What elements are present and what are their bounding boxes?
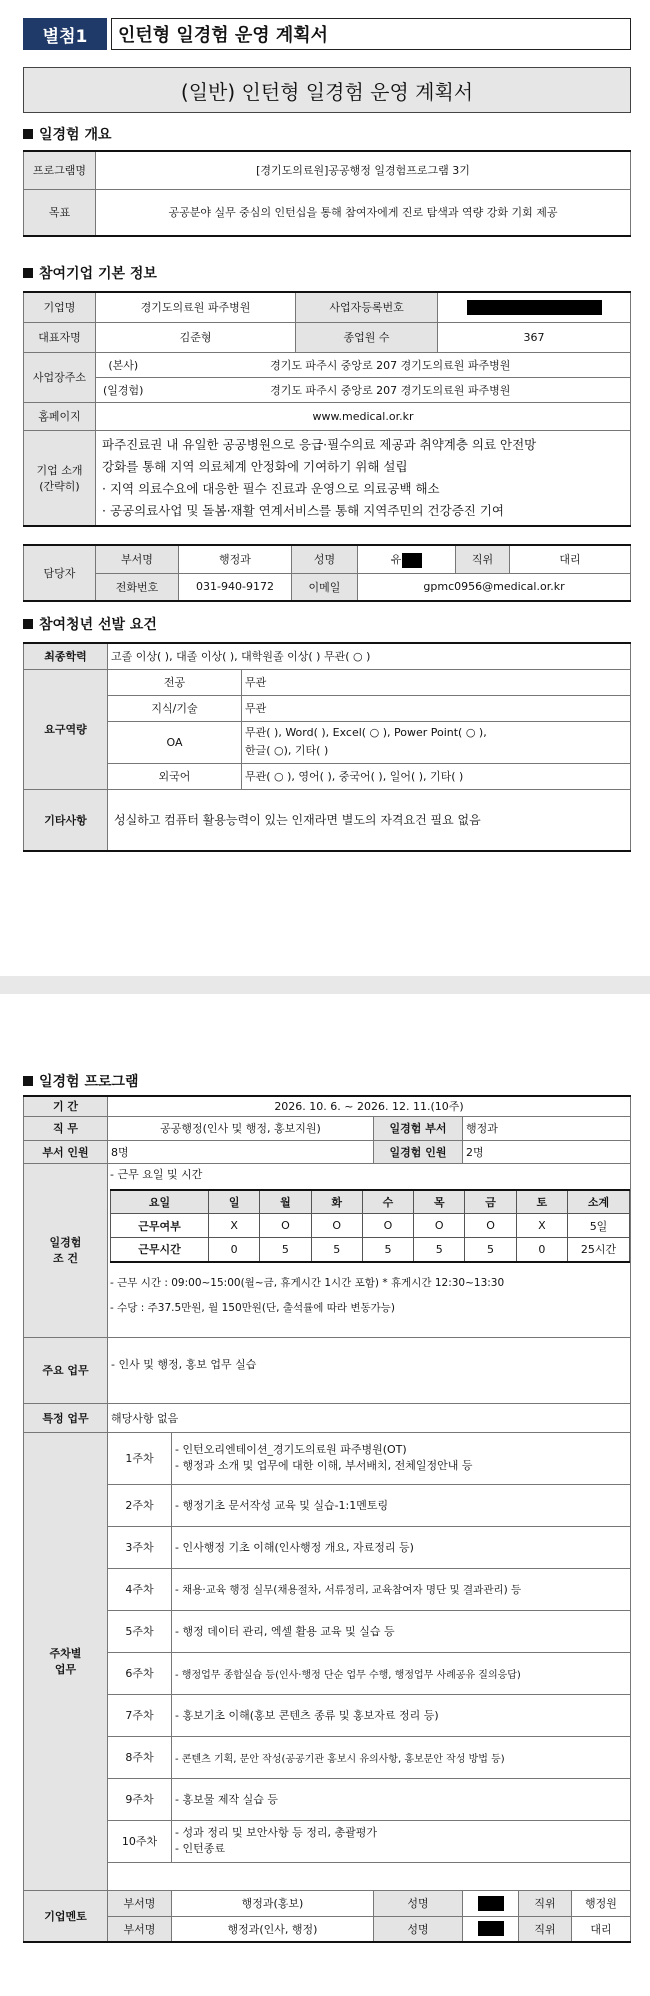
week-5-label: 5주차: [108, 1610, 172, 1652]
program-table: [23, 1095, 631, 1943]
etc-label: 기타사항: [24, 789, 108, 851]
week-1-label: 1주차: [108, 1432, 172, 1484]
mentor-2-rank-label: 직위: [519, 1916, 572, 1942]
redaction-box: [467, 300, 602, 315]
language-label: 외국어: [108, 763, 242, 789]
conditions-label: 일경험 조 건: [24, 1163, 108, 1337]
staff-count-label: 종업원 수: [296, 322, 438, 352]
week-8-label: 8주차: [108, 1736, 172, 1778]
requirements-table: [23, 642, 631, 852]
business-no-value: [438, 292, 631, 322]
page-separator: [0, 976, 650, 994]
overview-table: [23, 150, 631, 237]
contact-rank-label: 직위: [456, 545, 510, 573]
oa-value: 무관( ), Word( ), Excel( ○ ), Power Point( ○ ), 한글( ○), 기타( ): [242, 721, 631, 763]
address-hq-value: 경기도 파주시 중앙로 207 경기도의료원 파주병원: [151, 352, 631, 377]
square-bullet-icon: [23, 268, 33, 278]
homepage-value: www.medical.or.kr: [96, 402, 631, 430]
weekly-label: 주차별 업무: [24, 1432, 108, 1890]
square-bullet-icon: [23, 1076, 33, 1086]
redaction-box: [402, 553, 422, 568]
address-work-label: (일경험): [96, 377, 151, 402]
square-bullet-icon: [23, 619, 33, 629]
mentor-1-rank-label: 직위: [519, 1890, 572, 1916]
company-intro-label: 기업 소개 (간략히): [24, 430, 96, 526]
contact-email-value: gpmc0956@medical.or.kr: [358, 573, 631, 601]
mentor-2-dept-label: 부서명: [108, 1916, 172, 1942]
etc-value: 성실하고 컴퓨터 활용능력이 있는 인재라면 별도의 자격요건 필요 없음: [108, 789, 631, 851]
section-program: [23, 1071, 139, 1091]
week-5-tasks: - 행정 데이터 관리, 엑셀 활용 교육 및 실습 등: [172, 1610, 631, 1652]
schedule-work-row: 근무여부 X O O O O O X 5일: [111, 1214, 630, 1238]
contact-name-label: 성명: [292, 545, 358, 573]
weekly-spacer: [108, 1862, 631, 1890]
section-overview: [23, 124, 112, 144]
schedule-header-row: 요일 일 월 화 수 목 금 토 소계: [111, 1190, 630, 1214]
contact-label: 담당자: [24, 545, 96, 601]
week-6-tasks: - 행정업무 종합실습 등(인사·행정 단순 업무 수행, 행정업무 사례공유 질의응답): [172, 1652, 631, 1694]
work-time-note: - 근무 시간 : 09:00~15:00(월~금, 휴게시간 1시간 포함) * 휴게시간 12:30~13:30: [110, 1276, 505, 1289]
section-company: [23, 263, 157, 283]
section-requirements-title: 참여청년 선발 요건: [39, 617, 157, 633]
program-name-label: 프로그램명: [24, 151, 96, 189]
address-hq-label: (본사): [96, 352, 151, 377]
week-10-tasks: - 성과 정리 및 보안사항 등 정리, 총괄평가 - 인턴종료: [172, 1820, 631, 1862]
redaction-box: [478, 1896, 504, 1911]
staff-count-value: 367: [438, 322, 631, 352]
period-value: 2026. 10. 6. ~ 2026. 12. 11.(10주): [108, 1096, 631, 1116]
intern-count-value: 2명: [463, 1140, 631, 1163]
contact-name-value: 유: [358, 545, 456, 573]
week-4-tasks: - 채용·교육 행정 실무(채용절차, 서류정리, 교육참여자 명단 및 결과관리) 등: [172, 1568, 631, 1610]
mentor-label: 기업멘토: [24, 1890, 108, 1942]
section-company-title: 참여기업 기본 정보: [39, 266, 157, 282]
conditions-title: - 근무 요일 및 시간: [110, 1167, 203, 1181]
contact-table: [23, 544, 631, 602]
company-table: [23, 291, 631, 527]
ceo-value: 김준형: [96, 322, 296, 352]
pay-note: - 수당 : 주37.5만원, 월 150만원(단, 출석률에 따라 변동가능): [110, 1301, 396, 1314]
company-name-label: 기업명: [24, 292, 96, 322]
week-10-label: 10주차: [108, 1820, 172, 1862]
program-name-value: [경기도의료원]공공행정 일경험프로그램 3기: [96, 151, 631, 189]
week-7-label: 7주차: [108, 1694, 172, 1736]
section-program-title: 일경험 프로그램: [39, 1074, 139, 1090]
week-2-tasks: - 행정기초 문서작성 교육 및 실습-1:1멘토링: [172, 1484, 631, 1526]
mentor-1-name-label: 성명: [374, 1890, 463, 1916]
week-9-tasks: - 홍보물 제작 실습 등: [172, 1778, 631, 1820]
week-6-label: 6주차: [108, 1652, 172, 1694]
mentor-2-name-label: 성명: [374, 1916, 463, 1942]
section-overview-title: 일경험 개요: [39, 127, 112, 143]
main-duty-value: - 인사 및 행정, 홍보 업무 실습: [108, 1337, 631, 1403]
week-1-tasks: - 인턴오리엔테이션_경기도의료원 파주병원(OT) - 행정과 소개 및 업무에 대한 이해, 부서배치, 전체일정안내 등: [172, 1432, 631, 1484]
header-title: 인턴형 일경험 운영 계획서: [111, 18, 631, 50]
week-7-tasks: - 홍보기초 이해(홍보 콘텐츠 종류 및 홍보자료 정리 등): [172, 1694, 631, 1736]
homepage-label: 홈페이지: [24, 402, 96, 430]
business-no-label: 사업자등록번호: [296, 292, 438, 322]
mentor-2-dept: 행정과(인사, 행정): [172, 1916, 374, 1942]
contact-rank-value: 대리: [510, 545, 631, 573]
education-value: 고졸 이상( ), 대졸 이상( ), 대학원졸 이상( ) 무관( ○ ): [108, 643, 631, 669]
conditions-cell: [108, 1163, 631, 1337]
redaction-box: [478, 1921, 504, 1936]
week-9-label: 9주차: [108, 1778, 172, 1820]
contact-dept-value: 행정과: [179, 545, 292, 573]
document-title: (일반) 인턴형 일경험 운영 계획서: [23, 67, 631, 113]
program-dept-value: 행정과: [463, 1116, 631, 1140]
address-label: 사업장주소: [24, 352, 96, 402]
period-label: 기 간: [24, 1096, 108, 1116]
duty-label: 직 무: [24, 1116, 108, 1140]
week-8-tasks: - 콘텐츠 기획, 문안 작성(공공기관 홍보시 유의사항, 홍보문안 작성 방법 등): [172, 1736, 631, 1778]
language-value: 무관( ○ ), 영어( ), 중국어( ), 일어( ), 기타( ): [242, 763, 631, 789]
section-requirements: [23, 614, 157, 634]
intern-count-label: 일경험 인원: [374, 1140, 463, 1163]
skills-label: 요구역량: [24, 669, 108, 789]
mentor-1-dept-label: 부서명: [108, 1890, 172, 1916]
company-intro-value: 파주진료권 내 유일한 공공병원으로 응급·필수의료 제공과 취약계층 의료 안전망 강화를 통해 지역 의료체계 안정화에 기여하기 위해 설립 · 지역 의료수요에 대응한 필수 진료과 운영으로 의료공백 해소 · 공공의료사업 및 돌봄·재활 연계서비스를 통해 지역주민의 건강증진 기여: [96, 430, 631, 526]
company-name-value: 경기도의료원 파주병원: [96, 292, 296, 322]
knowledge-value: 무관: [242, 695, 631, 721]
major-label: 전공: [108, 669, 242, 695]
contact-phone-value: 031-940-9172: [179, 573, 292, 601]
main-duty-label: 주요 업무: [24, 1337, 108, 1403]
dept-staff-label: 부서 인원: [24, 1140, 108, 1163]
mentor-1-name: [463, 1890, 519, 1916]
contact-dept-label: 부서명: [96, 545, 179, 573]
week-3-tasks: - 인사행정 기초 이해(인사행정 개요, 자료정리 등): [172, 1526, 631, 1568]
mentor-1-dept: 행정과(홍보): [172, 1890, 374, 1916]
program-dept-label: 일경험 부서: [374, 1116, 463, 1140]
special-duty-label: 특정 업무: [24, 1403, 108, 1432]
goal-label: 목표: [24, 189, 96, 236]
mentor-2-name: [463, 1916, 519, 1942]
dept-staff-value: 8명: [108, 1140, 374, 1163]
oa-label: OA: [108, 721, 242, 763]
major-value: 무관: [242, 669, 631, 695]
special-duty-value: 해당사항 없음: [108, 1403, 631, 1432]
knowledge-label: 지식/기술: [108, 695, 242, 721]
week-4-label: 4주차: [108, 1568, 172, 1610]
ceo-label: 대표자명: [24, 322, 96, 352]
contact-phone-label: 전화번호: [96, 573, 179, 601]
schedule-hours-row: 근무시간 0 5 5 5 5 5 0 25시간: [111, 1238, 630, 1262]
duty-value: 공공행정(인사 및 행정, 홍보지원): [108, 1116, 374, 1140]
education-label: 최종학력: [24, 643, 108, 669]
week-2-label: 2주차: [108, 1484, 172, 1526]
contact-email-label: 이메일: [292, 573, 358, 601]
schedule-table: [110, 1189, 630, 1263]
mentor-1-rank: 행정원: [572, 1890, 631, 1916]
week-3-label: 3주차: [108, 1526, 172, 1568]
goal-value: 공공분야 실무 중심의 인턴십을 통해 참여자에게 진로 탐색과 역량 강화 기회 제공: [96, 189, 631, 236]
attachment-tag: 별첨1: [23, 18, 107, 50]
mentor-2-rank: 대리: [572, 1916, 631, 1942]
address-work-value: 경기도 파주시 중앙로 207 경기도의료원 파주병원: [151, 377, 631, 402]
square-bullet-icon: [23, 129, 33, 139]
